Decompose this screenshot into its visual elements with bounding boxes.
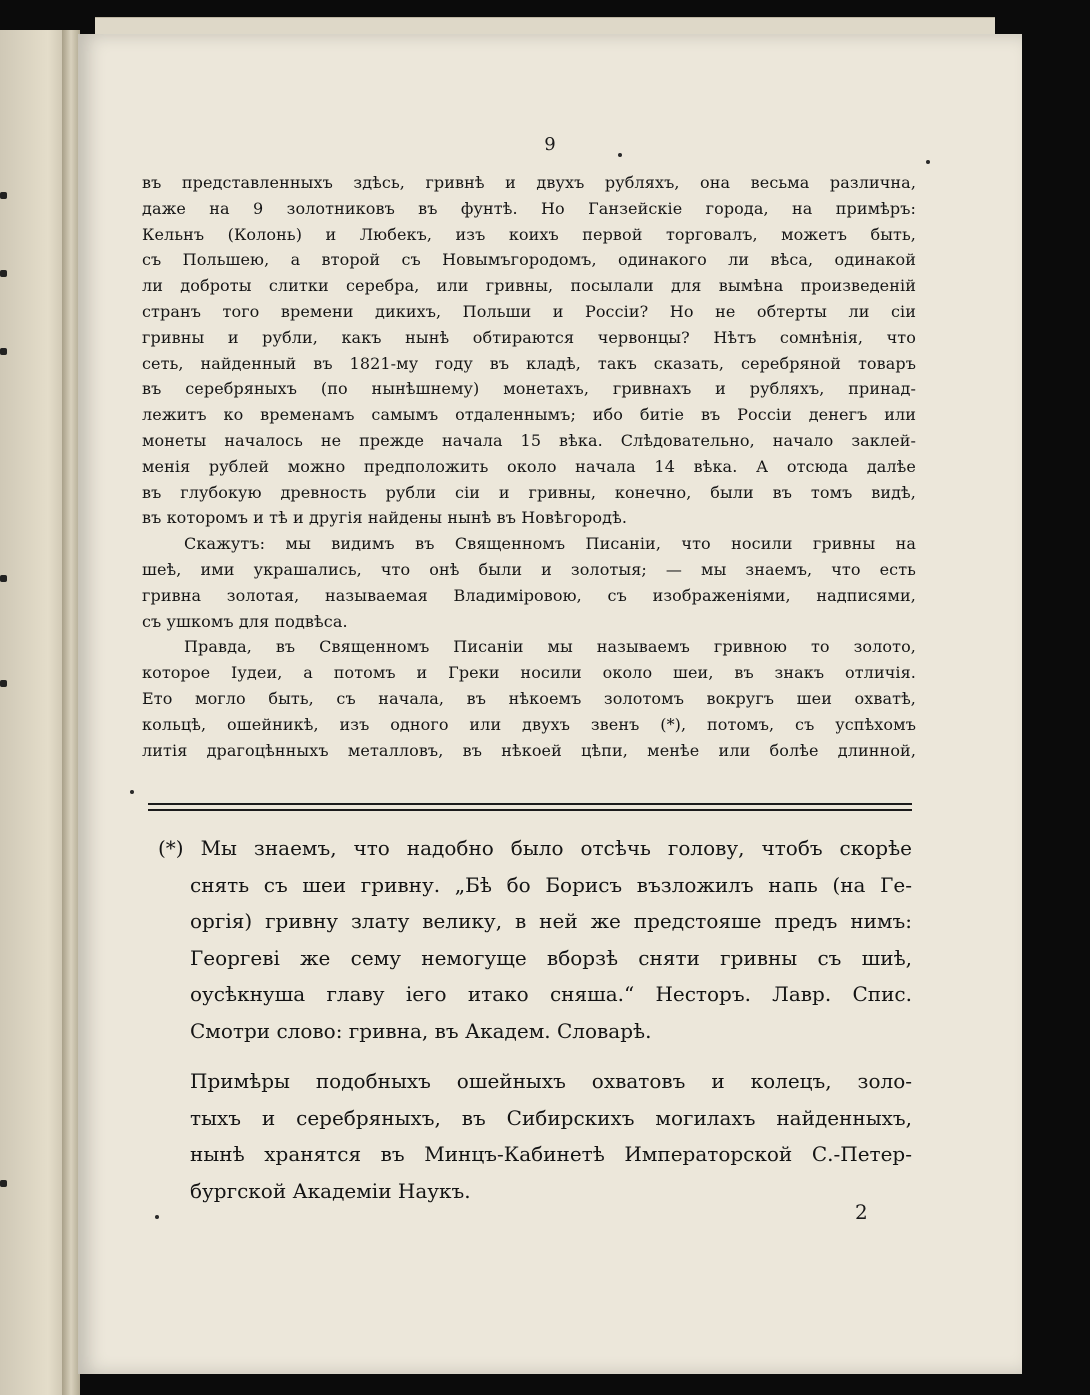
body-text-line: сеть, найденный въ 1821-му году въ кладѣ, такъ сказать, серебряной товаръ xyxy=(142,353,916,373)
body-text-line: въ представленныхъ здѣсь, гривнѣ и двухъ рубляхъ, она весьма различна, xyxy=(142,173,916,192)
footnote-line: (*) Мы знаемъ, что надобно было отсѣчь голову, чтобъ скорѣе xyxy=(158,836,912,860)
ink-speck xyxy=(618,153,622,157)
body-text-line: въ которомъ и тѣ и другія найдены нынѣ въ Новѣгородѣ. xyxy=(142,508,628,528)
margin-mark xyxy=(0,1180,7,1187)
footnote-line: оргія) гривну злату велику, в ней же предстояше предъ нимъ: xyxy=(190,909,912,933)
body-text-line: даже на 9 золотниковъ въ фунтѣ. Но Ганзейскіе города, на примѣръ: xyxy=(142,198,916,218)
body-text-line: Кельнъ (Колонь) и Любекъ, изъ коихъ первой торговалъ, можетъ быть, xyxy=(142,224,916,244)
body-text-line: Правда, въ Священномъ Писаніи мы называемъ гривною то золото, xyxy=(184,637,916,657)
body-text-line: монеты началось не прежде начала 15 вѣка. Слѣдовательно, начало заклей- xyxy=(142,430,916,450)
margin-mark xyxy=(0,270,7,277)
body-text-line: гривна золотая, называемая Владиміровою, съ изображеніями, надписями, xyxy=(142,585,916,605)
body-text xyxy=(142,170,916,763)
margin-mark xyxy=(0,680,7,687)
body-text-line: менія рублей можно предположить около начала 14 вѣка. А отсюда далѣе xyxy=(142,456,916,476)
body-text-line: въ серебряныхъ (по нынѣшнему) монетахъ, гривнахъ и рубляхъ, принад- xyxy=(142,379,916,399)
footnote-line: Примѣры подобныхъ ошейныхъ охватовъ и колецъ, золо- xyxy=(190,1069,912,1093)
footnote-line: бургской Академіи Наукъ. xyxy=(190,1178,471,1203)
body-text-line: кольцѣ, ошейникѣ, изъ одного или двухъ звенъ (*), потомъ, съ успѣхомъ xyxy=(142,714,916,734)
footnote-line: Смотри слово: гривна, въ Академ. Словарѣ. xyxy=(190,1018,652,1043)
footnote-line: нынѣ хранятся въ Минцъ-Кабинетѣ Императорской С.-Петер- xyxy=(190,1142,912,1166)
body-text-line: Ето могло быть, съ начала, въ нѣкоемъ золотомъ вокругъ шеи охватѣ, xyxy=(142,688,916,708)
ink-speck xyxy=(155,1215,159,1219)
footnote-line: тыхъ и серебряныхъ, въ Сибирскихъ могилахъ найденныхъ, xyxy=(190,1105,912,1130)
body-text-line: съ Польшею, а второй съ Новымъгородомъ, одинакого ли вѣса, одинакой xyxy=(142,250,916,270)
footnote-text xyxy=(158,830,912,1209)
margin-mark xyxy=(0,192,7,199)
margin-mark xyxy=(0,348,7,355)
body-text-line: Скажутъ: мы видимъ въ Священномъ Писаніи, что носили гривны на xyxy=(184,534,916,554)
body-text-line: въ глубокую древность рубли сіи и гривны, конечно, были въ томъ видѣ, xyxy=(142,482,916,502)
body-text-line: гривны и рубли, какъ нынѣ обтираются червонцы? Нѣтъ сомнѣнія, что xyxy=(142,327,916,347)
body-text-line: ли доброты слитки серебра, или гривны, посылали для вымѣна произведеній xyxy=(142,276,916,296)
page-number: 9 xyxy=(544,134,556,155)
ink-speck xyxy=(130,790,134,794)
body-text-line: лежитъ ко временамъ самымъ отдаленнымъ; ибо битіе въ Россіи денегъ или xyxy=(142,405,916,425)
body-text-line: съ ушкомъ для подвѣса. xyxy=(142,611,348,631)
body-text-line: шеѣ, ими украшались, что онѣ были и золотыя; — мы знаемъ, что есть xyxy=(142,559,916,579)
body-text-line: которое Іудеи, а потомъ и Греки носили около шеи, въ знакъ отличія. xyxy=(142,663,916,683)
signature-mark: 2 xyxy=(855,1200,868,1224)
footnote-line: Георгеві же сему немогуще вборзѣ сняти гривны съ шиѣ, xyxy=(190,945,912,970)
body-text-line: странъ того времени дикихъ, Польши и Россіи? Но не обтерты ли сіи xyxy=(142,301,916,321)
margin-mark xyxy=(0,575,7,582)
footnote-rule xyxy=(148,809,912,811)
footnote-rule xyxy=(148,803,912,805)
ink-speck xyxy=(926,160,930,164)
footnote-line: снять съ шеи гривну. „Бѣ бо Борисъ възложилъ напь (на Ге- xyxy=(190,872,912,897)
body-text-line: литія драгоцѣнныхъ металловъ, въ нѣкоей цѣпи, менѣе или болѣе длинной, xyxy=(142,740,916,760)
footnote-line: оусѣкнуша главу іего итако сняша.“ Несторъ. Лавр. Спис. xyxy=(190,982,912,1006)
